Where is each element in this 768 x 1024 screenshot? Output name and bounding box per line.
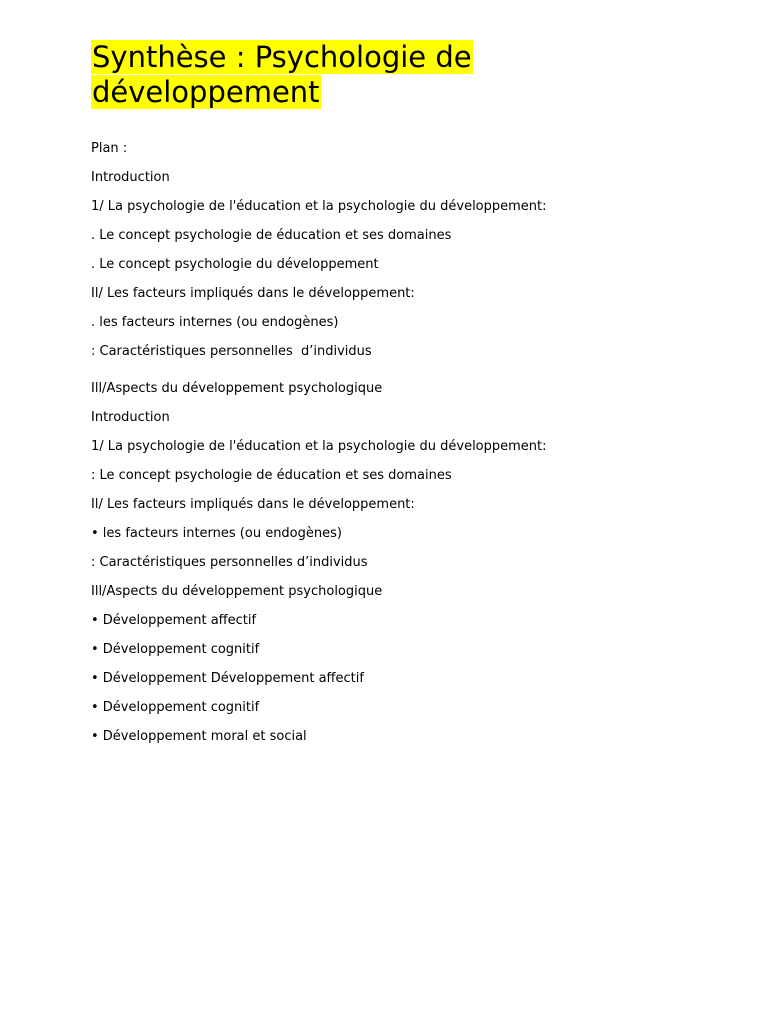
outline-line: . Le concept psychologie de éducation et ses domaines (91, 228, 452, 243)
outline-line: • Développement Développement affectif (91, 671, 364, 686)
document-title (91, 40, 711, 110)
outline-line: . les facteurs internes (ou endogènes) (91, 315, 339, 330)
outline-line: : Le concept psychologie de éducation et ses domaines (91, 468, 452, 483)
outline-line: • les facteurs internes (ou endogènes) (91, 526, 342, 541)
outline-line: • Développement moral et social (91, 729, 307, 744)
outline-line: • Développement cognitif (91, 642, 260, 657)
outline-list (91, 141, 711, 758)
outline-line: . Le concept psychologie du développement (91, 257, 379, 272)
outline-line: 1/ La psychologie de l'éducation et la psychologie du développement: (91, 439, 547, 454)
outline-line-plan: Plan : (91, 141, 128, 156)
outline-line: : Caractéristiques personnelles d’individus (91, 555, 368, 570)
title-line-2: développement (92, 75, 320, 109)
outline-line: Introduction (91, 170, 170, 185)
document-body (91, 40, 711, 744)
outline-line: Il/ Les facteurs impliqués dans le développement: (91, 497, 415, 512)
outline-line: Il/ Les facteurs impliqués dans le développement: (91, 286, 415, 301)
outline-line: • Développement cognitif (91, 700, 260, 715)
outline-line: : Caractéristiques personnelles d’individus (91, 344, 372, 359)
outline-line: 1/ La psychologie de l'éducation et la psychologie du développement: (91, 199, 547, 214)
outline-line: • Développement affectif (91, 613, 257, 628)
outline-line: Introduction (91, 410, 170, 425)
outline-line: Ill/Aspects du développement psychologique (91, 584, 383, 599)
title-line-1: Synthèse : Psychologie de (92, 40, 472, 74)
outline-line: Ill/Aspects du développement psychologique (91, 381, 383, 396)
